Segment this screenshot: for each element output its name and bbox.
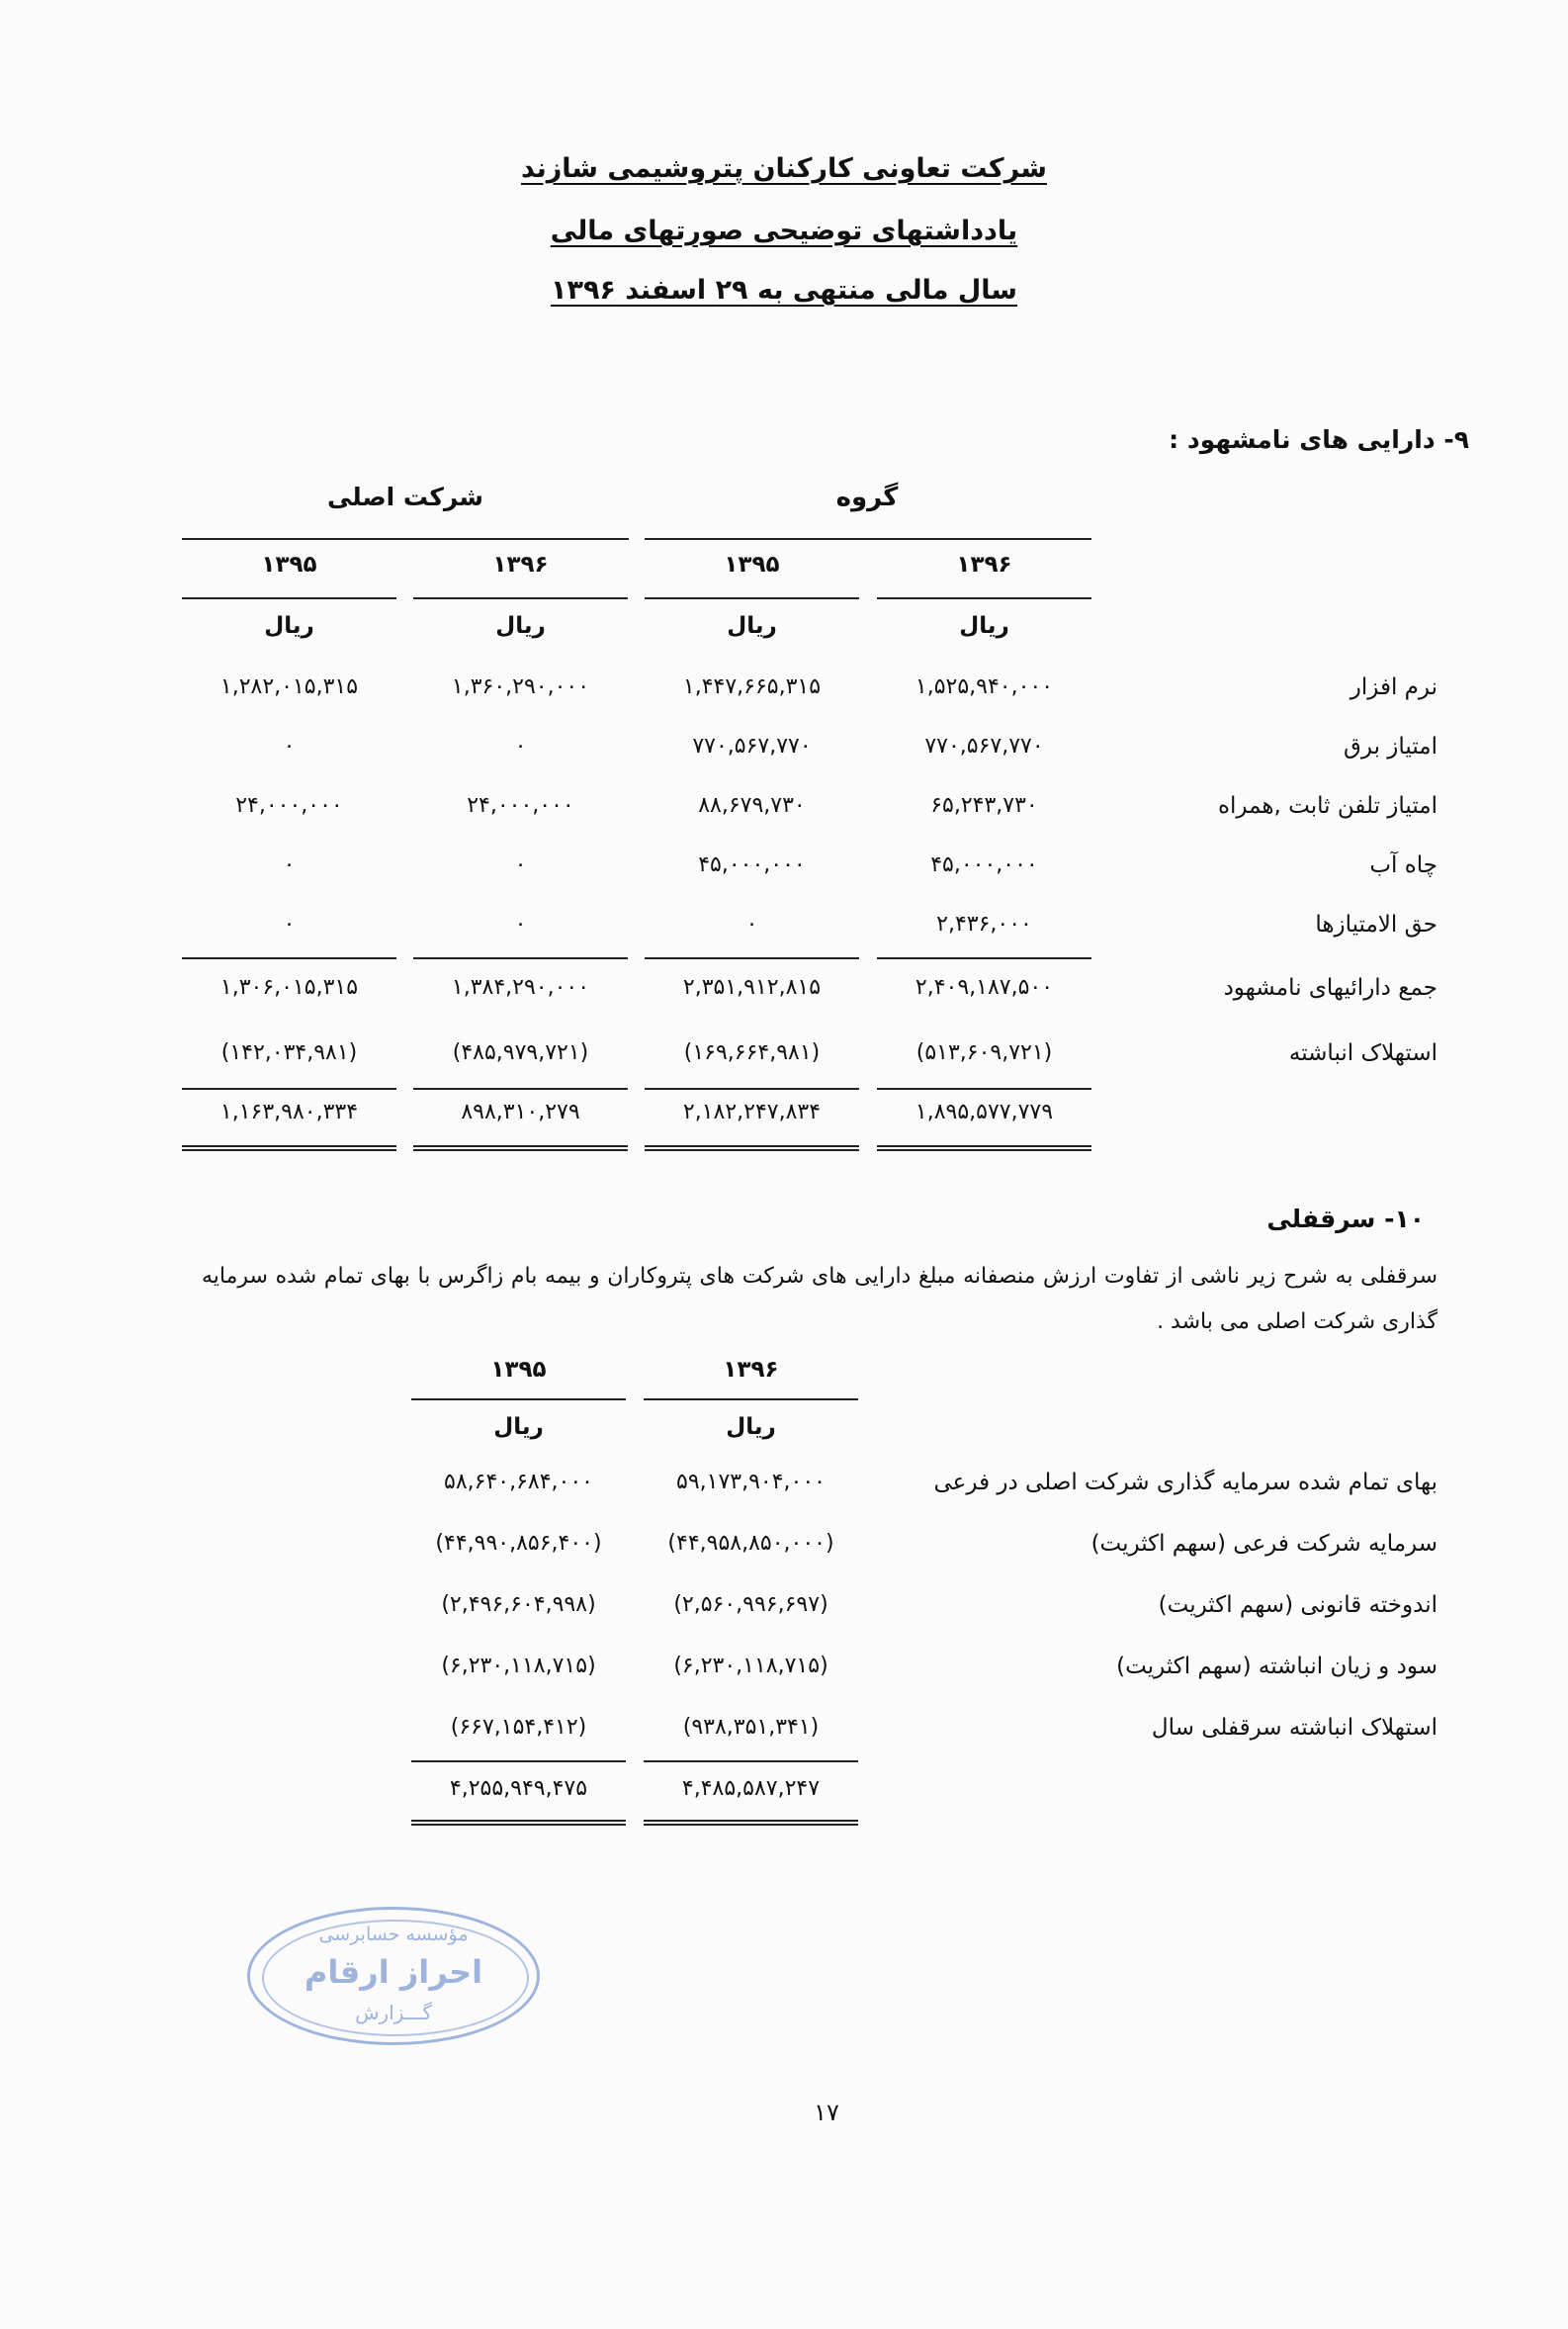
row-label: سرمایه شرکت فرعی (سهم اکثریت) — [1090, 1531, 1437, 1557]
table-cell: (۴۴,۹۵۸,۸۵۰,۰۰۰) — [667, 1531, 834, 1556]
document-title: شرکت تعاونی کارکنان پتروشیمی شازند — [521, 153, 1047, 184]
table-cell: (۱۴۲,۰۳۴,۹۸۱) — [220, 1040, 358, 1065]
row-label: نرم افزار — [1350, 674, 1437, 700]
year-header: ۱۳۹۶ — [492, 552, 549, 578]
table-cell: ۲,۴۰۹,۱۸۷,۵۰۰ — [915, 975, 1054, 1000]
table-cell: ۱,۳۸۴,۲۹۰,۰۰۰ — [451, 975, 590, 1000]
total-rule — [644, 1760, 858, 1762]
unit-header: ریال — [727, 613, 777, 639]
document-subtitle: یادداشتهای توضیحی صورتهای مالی — [550, 216, 1018, 246]
row-label: چاه آب — [1369, 852, 1437, 878]
table-cell: ۲,۳۵۱,۹۱۲,۸۱۵ — [682, 975, 822, 1000]
table-cell: ۴۵,۰۰۰,۰۰۰ — [698, 852, 806, 877]
table-cell: (۶۶۷,۱۵۴,۴۱۲) — [450, 1715, 587, 1740]
table-cell: ۱,۲۸۲,۰۱۵,۳۱۵ — [219, 674, 359, 699]
row-label: اندوخته قانونی (سهم اکثریت) — [1158, 1592, 1437, 1618]
year-header: ۱۳۹۵ — [724, 552, 780, 578]
unit-header: ریال — [264, 613, 314, 639]
table-cell: ۰ — [283, 852, 296, 877]
total-cell: ۴,۲۵۵,۹۴۹,۴۷۵ — [449, 1776, 588, 1801]
note-10-heading: ۱۰- سرقفلی — [1266, 1205, 1425, 1233]
total-cell: ۲,۱۸۲,۲۴۷,۸۳۴ — [682, 1100, 822, 1124]
table-cell: (۹۳۸,۳۵۱,۳۴۱) — [682, 1715, 820, 1740]
table-cell: ۱,۵۲۵,۹۴۰,۰۰۰ — [915, 674, 1054, 699]
row-label: حق الامتیازها — [1315, 912, 1437, 938]
total-cell: ۴,۴۸۵,۵۸۷,۲۴۷ — [681, 1776, 821, 1801]
total-cell: ۱,۱۶۳,۹۸۰,۳۳۴ — [219, 1100, 359, 1124]
year-header: ۱۳۹۶ — [723, 1357, 779, 1383]
table-cell: ۷۷۰,۵۶۷,۷۷۰ — [692, 734, 812, 759]
stamp-line-1: مؤسسه حسابرسی — [318, 1924, 469, 1945]
table-cell: ۸۸,۶۷۹,۷۳۰ — [698, 793, 806, 818]
table-cell: ۰ — [514, 852, 527, 877]
table-cell: (۶,۲۳۰,۱۱۸,۷۱۵) — [673, 1654, 828, 1678]
table-cell: ۲۴,۰۰۰,۰۰۰ — [235, 793, 343, 818]
table-cell: (۲,۵۶۰,۹۹۶,۶۹۷) — [673, 1592, 828, 1617]
table-cell: ۰ — [745, 912, 758, 937]
unit-header: ریال — [495, 613, 546, 639]
table-cell: ۱,۴۴۷,۶۶۵,۳۱۵ — [682, 674, 822, 699]
table-cell: ۰ — [283, 734, 296, 759]
table-cell: ۰ — [514, 912, 527, 937]
row-label: امتیاز تلفن ثابت ,همراه — [1217, 793, 1437, 819]
total-cell: ۱,۸۹۵,۵۷۷,۷۷۹ — [915, 1100, 1054, 1124]
table-cell: (۴۸۵,۹۷۹,۷۲۱) — [452, 1040, 589, 1065]
year-header: ۱۳۹۵ — [261, 552, 317, 578]
table-cell: ۷۷۰,۵۶۷,۷۷۰ — [924, 734, 1044, 759]
table-cell: (۲,۴۹۶,۶۰۴,۹۹۸) — [441, 1592, 596, 1617]
unit-header: ریال — [959, 613, 1009, 639]
group-column-title: گروه — [835, 483, 899, 512]
table-cell: ۱,۳۰۶,۰۱۵,۳۱۵ — [219, 975, 359, 1000]
total-cell: ۸۹۸,۳۱۰,۲۷۹ — [461, 1100, 580, 1124]
table-cell: ۱,۳۶۰,۲۹۰,۰۰۰ — [451, 674, 590, 699]
total-rule — [411, 1760, 626, 1762]
page-number: ۱۷ — [814, 2099, 839, 2126]
table-cell: (۵۱۳,۶۰۹,۷۲۱) — [915, 1040, 1053, 1065]
stamp-line-3: گـــزارش — [355, 2001, 432, 2024]
table-cell: ۴۵,۰۰۰,۰۰۰ — [930, 852, 1038, 877]
table-cell: ۶۵,۲۴۳,۷۳۰ — [930, 793, 1038, 818]
table-cell: ۰ — [514, 734, 527, 759]
unit-header: ریال — [493, 1414, 544, 1440]
double-underline — [411, 1820, 626, 1826]
header-rule — [644, 1398, 858, 1400]
row-label: جمع دارائیهای نامشهود — [1223, 975, 1437, 1001]
stamp-line-2: احراز ارقام — [304, 1953, 483, 1991]
table-cell: (۱۶۹,۶۶۴,۹۸۱) — [683, 1040, 821, 1065]
row-label: استهلاک انباشته — [1288, 1040, 1437, 1066]
row-label: امتیاز برق — [1344, 734, 1437, 760]
auditor-stamp — [247, 1907, 540, 2045]
year-header: ۱۳۹۵ — [490, 1357, 547, 1383]
row-label: سود و زیان انباشته (سهم اکثریت) — [1116, 1654, 1437, 1679]
table-cell: ۵۹,۱۷۳,۹۰۴,۰۰۰ — [676, 1470, 826, 1494]
note-10-paragraph: سرقفلی به شرح زیر ناشی از تفاوت ارزش منصفانه مبلغ دارایی های شرکت های پتروکاران و بیمه بام زاگرس با بهای تمام شده سرمایه گذاری شرکت اصلی می باشد . — [202, 1264, 1437, 1334]
header-rule — [411, 1398, 626, 1400]
row-label: بهای تمام شده سرمایه گذاری شرکت اصلی در فرعی — [933, 1470, 1437, 1495]
year-header: ۱۳۹۶ — [956, 552, 1012, 578]
table-cell: ۰ — [283, 912, 296, 937]
table-cell: (۶,۲۳۰,۱۱۸,۷۱۵) — [441, 1654, 596, 1678]
note-9-heading: ۹- دارایی های نامشهود : — [1169, 425, 1469, 454]
parent-company-column-title: شرکت اصلی — [326, 483, 484, 511]
row-label: استهلاک انباشته سرقفلی سال — [1151, 1715, 1437, 1741]
document-period: سال مالی منتهی به ۲۹ اسفند ۱۳۹۶ — [550, 275, 1017, 306]
unit-header: ریال — [726, 1414, 776, 1440]
table-cell: ۲,۴۳۶,۰۰۰ — [936, 912, 1032, 937]
table-cell: ۲۴,۰۰۰,۰۰۰ — [467, 793, 574, 818]
double-underline — [644, 1820, 858, 1826]
table-cell: (۴۴,۹۹۰,۸۵۶,۴۰۰) — [435, 1531, 602, 1556]
table-cell: ۵۸,۶۴۰,۶۸۴,۰۰۰ — [444, 1470, 593, 1494]
